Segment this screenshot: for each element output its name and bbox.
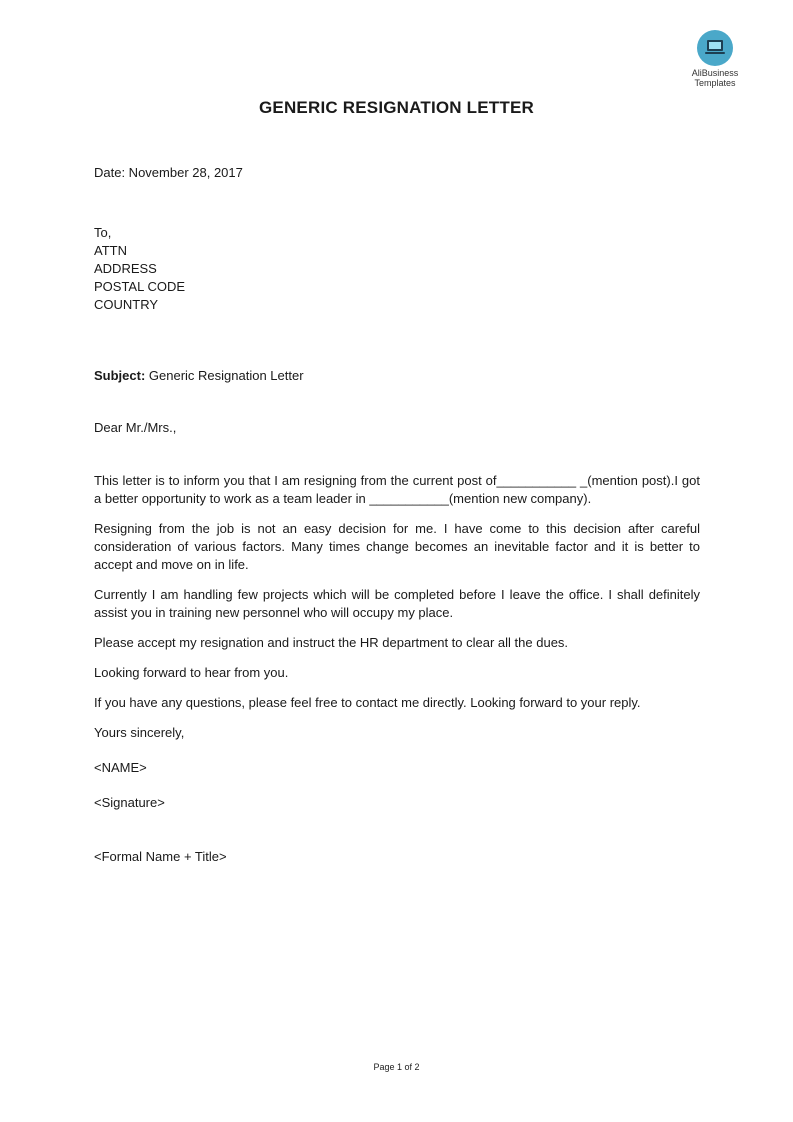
recipient-postal-code: POSTAL CODE bbox=[94, 279, 186, 294]
body-paragraph: Resigning from the job is not an easy decision for me. I have come to this decision after careful consideration of various factors. Many times change becomes an inevitable factor and it is better to accept and move on in life. bbox=[94, 521, 700, 572]
date-line: Date: November 28, 2017 bbox=[94, 165, 243, 180]
recipient-country: COUNTRY bbox=[94, 297, 159, 312]
logo-text-line2: Templates bbox=[694, 78, 736, 88]
closing-line: Yours sincerely, bbox=[94, 725, 185, 740]
body-paragraph: Currently I am handling few projects which will be completed before I leave the office. I shall definitely assist you in training new personnel who will occupy my place. bbox=[94, 587, 700, 620]
body-paragraph: If you have any questions, please feel free to contact me directly. Looking forward to your reply. bbox=[94, 695, 641, 710]
subject-line bbox=[94, 367, 700, 385]
recipient-to: To, bbox=[94, 225, 112, 240]
recipient-attn: ATTN bbox=[94, 243, 127, 258]
name-placeholder: <NAME> bbox=[94, 760, 147, 775]
letter-body bbox=[94, 472, 700, 878]
laptop-icon bbox=[697, 30, 733, 66]
recipient-address-block bbox=[94, 224, 700, 314]
subject-label: Subject: bbox=[94, 368, 146, 383]
body-paragraph: This letter is to inform you that I am resigning from the current post of___________ _(mention post).I got a better opportunity to work as a team leader in ___________(mention new company). bbox=[94, 473, 700, 506]
alibusiness-logo bbox=[676, 30, 754, 88]
signature-placeholder: <Signature> bbox=[94, 795, 165, 810]
body-paragraph: Please accept my resignation and instruct the HR department to clear all the dues. bbox=[94, 635, 569, 650]
logo-text-line1: AliBusiness bbox=[691, 68, 739, 78]
recipient-address: ADDRESS bbox=[94, 261, 157, 276]
formal-name-placeholder: <Formal Name + Title> bbox=[94, 849, 227, 864]
salutation: Dear Mr./Mrs., bbox=[94, 420, 177, 435]
body-paragraph: Looking forward to hear from you. bbox=[94, 665, 289, 680]
page-title: GENERIC RESIGNATION LETTER bbox=[258, 98, 534, 117]
page-footer: Page 1 of 2 bbox=[373, 1062, 420, 1072]
subject-text: Generic Resignation Letter bbox=[145, 368, 304, 383]
